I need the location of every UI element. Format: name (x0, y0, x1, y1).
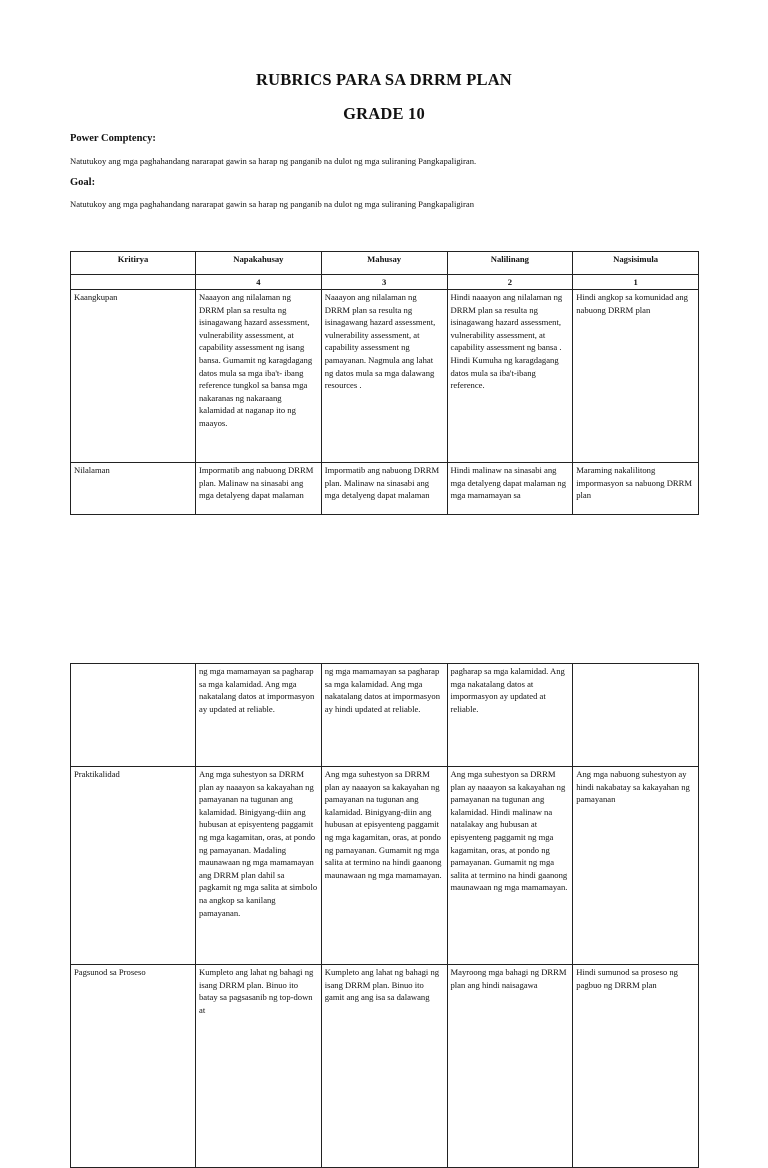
rubric-cell: Hindi sumunod sa proseso ng pagbuo ng DRRM plan (573, 965, 699, 1168)
header-kritirya: Kritirya (71, 252, 196, 275)
header-napakahusay: Napakahusay (196, 252, 322, 275)
rubric-cell: Kumpleto ang lahat ng bahagi ng isang DRRM plan. Binuo ito batay sa pagsasanib ng top-down at (196, 965, 322, 1168)
rubric-cell: Hindi naaayon ang nilalaman ng DRRM plan sa resulta ng isinagawang hazard assessment, vulnerability assessment, at capability assessment ng bansa . Hindi Kumuha ng karagdagang datos mula sa iba't-ibang reference. (447, 290, 573, 463)
table-row (71, 290, 699, 463)
table-row (71, 965, 699, 1168)
criterion-cell: Pagsunod sa Proseso (71, 965, 196, 1168)
goal-text: Natutukoy ang mga paghahandang nararapat gawin sa harap ng panganib na dulot ng mga suliraning Pangkapaligiran (70, 199, 475, 209)
rubric-table-page2 (70, 663, 699, 1168)
rubric-cell: pagharap sa mga kalamidad. Ang mga nakatalang datos at impormasyon ay updated at reliable. (447, 664, 573, 767)
power-competency-text: Natutukoy ang mga paghahandang nararapat gawin sa harap ng panganib na dulot ng mga suliraning Pangkapaligiran. (70, 156, 477, 166)
score-cell-empty (71, 275, 196, 290)
table-row (71, 664, 699, 767)
score-3: 3 (321, 275, 447, 290)
rubric-cell: ng mga mamamayan sa pagharap sa mga kalamidad. Ang mga nakatalang datos at impormasyon ay updated at reliable. (196, 664, 322, 767)
rubric-cell: Naaayon ang nilalaman ng DRRM plan sa resulta ng isinagawang hazard assessment, vulnerability assessment, at capability assessment ng pamayanan. Nagmula ang lahat ng datos mula sa mga dalawang resources . (321, 290, 447, 463)
score-row (71, 275, 699, 290)
score-1: 1 (573, 275, 699, 290)
rubric-table-page1 (70, 251, 699, 515)
table-row (71, 463, 699, 515)
document-title: RUBRICS PARA SA DRRM PLAN (256, 70, 512, 89)
criterion-cell: Praktikalidad (71, 767, 196, 965)
table-header-row (71, 252, 699, 275)
goal-label: Goal: (70, 177, 96, 188)
rubric-cell: Ang mga nabuong suhestyon ay hindi nakabatay sa kakayahan ng pamayanan (573, 767, 699, 965)
rubric-cell: Hindi malinaw na sinasabi ang mga detalyeng dapat malaman ng mga mamamayan sa (447, 463, 573, 515)
criterion-cell: Nilalaman (71, 463, 196, 515)
score-2: 2 (447, 275, 573, 290)
rubric-cell (573, 664, 699, 767)
rubric-cell: Impormatib ang nabuong DRRM plan. Malinaw na sinasabi ang mga detalyeng dapat malaman (196, 463, 322, 515)
header-nagsisimula: Nagsisimula (573, 252, 699, 275)
rubric-cell: Ang mga suhestyon sa DRRM plan ay naaayon sa kakayahan ng pamayanan na tugunan ang kalamidad. Binigyang-diin ang hubusan at episyenteng paggamit ng mga kagamitan, oras, at pondo ng pamayanan. Gumamit ng mga salita at termino na hindi gaanong maunawaan ng mga mamamayan. (321, 767, 447, 965)
rubric-cell: Hindi angkop sa komunidad ang nabuong DRRM plan (573, 290, 699, 463)
score-4: 4 (196, 275, 322, 290)
rubric-cell: Mayroong mga bahagi ng DRRM plan ang hindi naisagawa (447, 965, 573, 1168)
table-row (71, 767, 699, 965)
criterion-cell (71, 664, 196, 767)
rubric-cell: Ang mga suhestyon sa DRRM plan ay naaayon sa kakayahan ng pamayanan na tugunan ang kalamidad. Hindi malinaw na natalakay ang hubusan at episyenteng paggamit ng mga kagamitan, oras, at pondo ng pamayanan. Gumamit ng mga salita at termino na hindi gaanong maunawaan ng mga mamamayan. (447, 767, 573, 965)
header-nalilinang: Nalilinang (447, 252, 573, 275)
power-competency-label: Power Comptency: (70, 133, 156, 144)
document-subtitle: GRADE 10 (343, 104, 425, 123)
rubric-cell: Impormatib ang nabuong DRRM plan. Malinaw na sinasabi ang mga detalyeng dapat malaman (321, 463, 447, 515)
rubric-cell: Maraming nakalilitong impormasyon sa nabuong DRRM plan (573, 463, 699, 515)
rubric-cell: ng mga mamamayan sa pagharap sa mga kalamidad. Ang mga nakatalang datos at impormasyon ay hindi updated at reliable. (321, 664, 447, 767)
header-mahusay: Mahusay (321, 252, 447, 275)
rubric-cell: Kumpleto ang lahat ng bahagi ng isang DRRM plan. Binuo ito gamit ang ang isa sa dalawang (321, 965, 447, 1168)
rubric-cell: Ang mga suhestyon sa DRRM plan ay naaayon sa kakayahan ng pamayanan na tugunan ang kalamidad. Binigyang-diin ang hubusan at episyenteng paggamit ng mga kagamitan, oras, at pondo ng pamayanan. Madaling maunawaan ng mga mamamayan ang DRRM plan dahil sa pagkamit ng mga salita at simbolo na angkop sa kanilang pamayanan. (196, 767, 322, 965)
criterion-cell: Kaangkupan (71, 290, 196, 463)
rubric-cell: Naaayon ang nilalaman ng DRRM plan sa resulta ng isinagawang hazard assessment, vulnerability assessment, at capability assessment ng isang bansa. Gumamit ng karagdagang datos mula sa mga iba't- ibang reference tungkol sa bansa mga nakaranas ng nakaraang kalamidad at naganap ito ng maayos. (196, 290, 322, 463)
